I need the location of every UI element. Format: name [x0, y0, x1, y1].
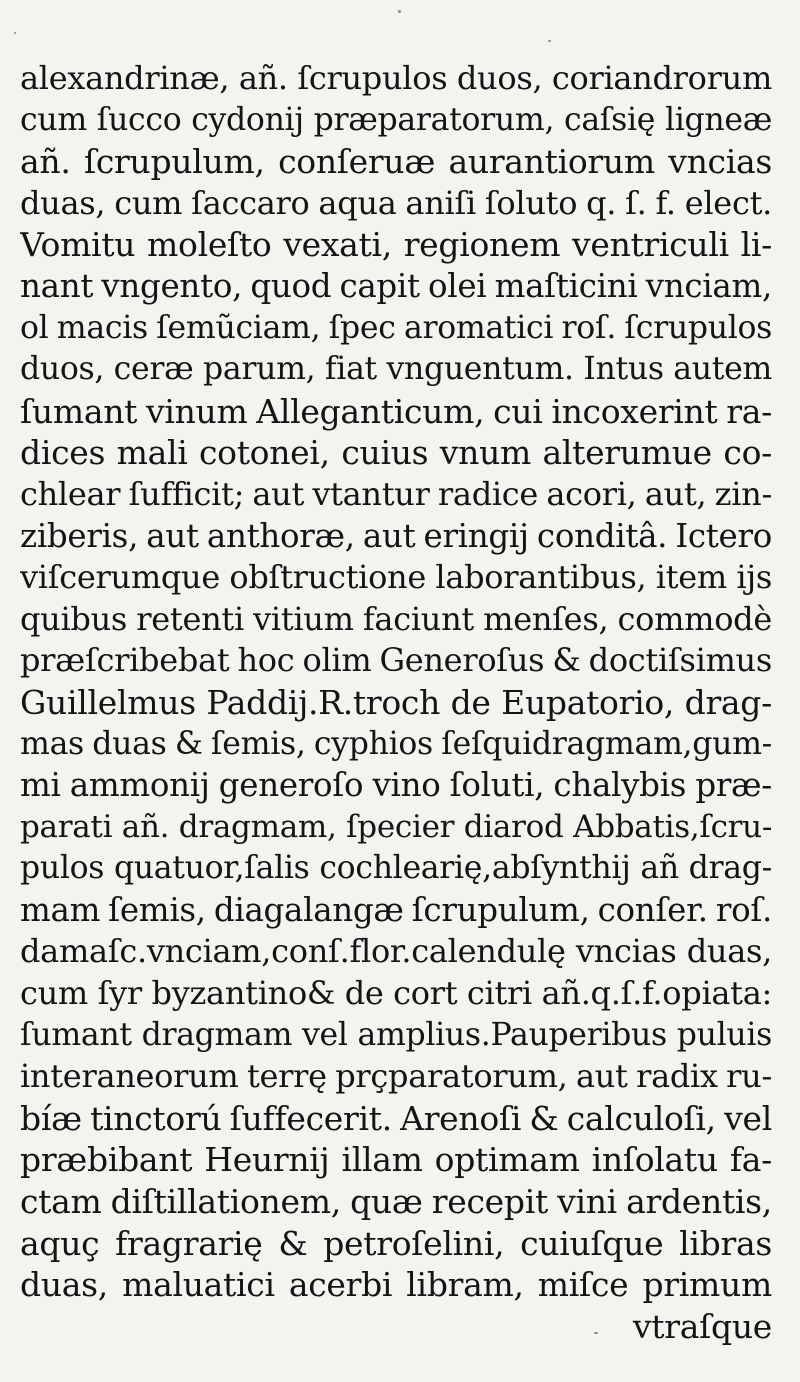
text-line-19: parati añ. dragmam, ſpecier diarod Abbatis,ſcru-: [20, 808, 772, 845]
text-line-24: ſumant dragmam vel amplius.Pauperibus puluis: [20, 1016, 772, 1053]
text-line-4: duas, cum ſaccaro aqua aniſi ſoluto q. ſ. f. elect.: [20, 183, 772, 222]
text-line-7: ol macis ſemũciam, ſpec aromatici roſ. ſcrupulos: [20, 309, 772, 346]
print-speck: [594, 1332, 598, 1334]
catchword: vtraſque: [632, 1306, 772, 1346]
print-speck: [398, 10, 401, 13]
text-line-25: interaneorum terrę prçparatorum, aut radix ru-: [20, 1057, 772, 1096]
text-line-21: mam ſemis, diagalangæ ſcrupulum, conſer. roſ.: [20, 890, 772, 929]
text-line-10: dices mali cotonei, cuius vnum alterumue co-: [20, 433, 772, 473]
body-text: [20, 58, 772, 1347]
text-line-18: mi ammonij generoſo vino ſoluti, chalybis præ-: [20, 766, 772, 805]
text-line-3: añ. ſcrupulum, conſeruæ aurantiorum vncias: [20, 142, 772, 182]
text-line-30: duas, maluatici acerbi libram, miſce primum: [20, 1265, 772, 1305]
text-line-11: chlear ſufficit; aut vtantur radice acori, aut, zin-: [20, 474, 772, 513]
text-line-20: pulos quatuor,ſalis cochlearię,abſynthij añ drag-: [20, 850, 772, 887]
text-line-5: Vomitu moleſto vexati, regionem ventriculi li-: [20, 225, 772, 265]
text-line-12: ziberis, aut anthoræ, aut eringij conditâ. Ictero: [20, 516, 772, 555]
text-line-26: bíæ tinctorú ſuffecerit. Arenoſi & calculoſi, vel: [20, 1098, 772, 1138]
text-line-15: præſcribebat hoc olim Generoſus & doctiſsimus: [20, 641, 772, 680]
text-line-2: cum ſucco cydonij præparatorum, caſsię ligneæ: [20, 101, 772, 138]
text-line-14: quibus retenti vitium faciunt menſes, commodè: [20, 599, 772, 638]
text-line-8: duos, ceræ parum, fiat vnguentum. Intus autem: [20, 351, 772, 388]
text-line-1: alexandrinæ, añ. ſcrupulos duos, coriandrorum: [20, 59, 772, 97]
text-line-27: præbibant Heurnij illam optimam inſolatu fa-: [20, 1140, 772, 1180]
text-line-9: ſumant vinum Alleganticum, cui incoxerint ra-: [20, 391, 772, 431]
text-line-28: ctam diſtillationem, quæ recepit vini ardentis,: [20, 1182, 772, 1222]
text-line-23: cum ſyr byzantino& de cort citri añ.q.ſ.f.opiata:: [20, 974, 772, 1013]
print-speck: [14, 32, 16, 34]
text-line-6: nant vngento, quod capit olei maſticini vnciam,: [20, 266, 772, 305]
print-speck: [548, 40, 551, 42]
text-line-17: mas duas & ſemis, cyphios ſeſquidragmam,gum-: [20, 725, 772, 762]
text-line-13: viſcerumque obſtructione laborantibus, item ijs: [20, 558, 772, 597]
text-line-29: aquç fragrarię & petroſelini, cuiuſque libras: [20, 1223, 772, 1263]
text-line-16: Guillelmus Paddij.R.troch de Eupatorio, drag-: [20, 682, 772, 722]
text-line-22: damaſc.vnciam,conſ.flor.calendulę vncias duas,: [20, 932, 772, 971]
